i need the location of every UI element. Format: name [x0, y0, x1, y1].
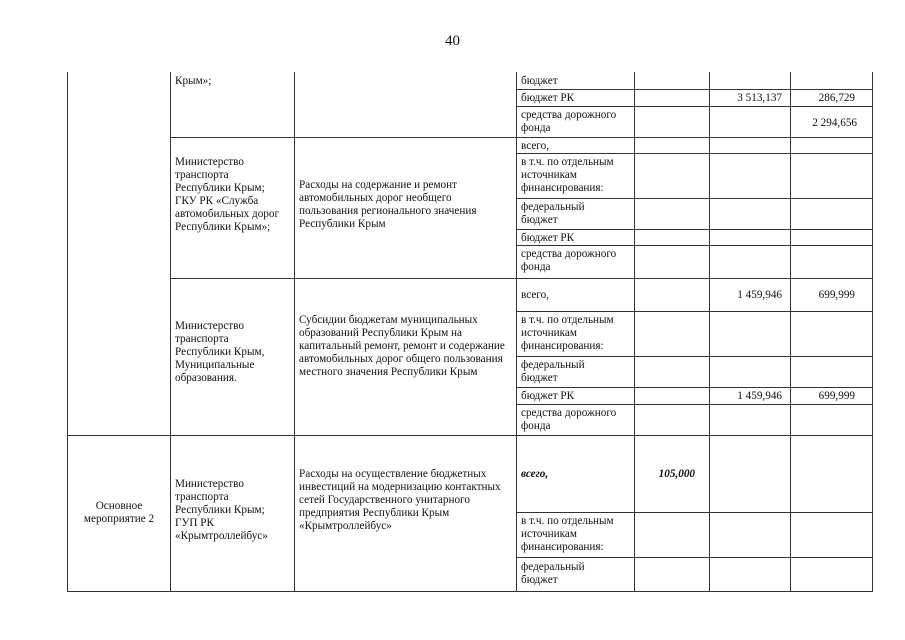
source-label: федеральный бюджет — [521, 561, 585, 586]
description-cell: Расходы на содержание и ремонт автомобильных дорог необщего пользования регионального значения Республики Крым — [299, 179, 477, 230]
row-divider — [516, 404, 873, 405]
source-label: бюджет РК — [521, 232, 575, 244]
executor-cell: Министерство транспорта Республики Крым, Муниципальные образования. — [175, 320, 265, 384]
row-divider — [516, 106, 873, 107]
row-divider — [516, 153, 873, 154]
value-cell: 3 513,137 — [737, 92, 782, 104]
row-divider — [516, 245, 873, 246]
block-divider — [170, 278, 873, 279]
value-cell: 1 459,946 — [737, 390, 782, 402]
table-border-right — [872, 72, 873, 592]
executor-cell: Крым»; — [175, 75, 212, 87]
block-divider — [67, 435, 873, 436]
source-label: бюджет РК — [521, 92, 575, 104]
row-divider — [516, 198, 873, 199]
col-divider — [709, 72, 710, 592]
value-cell: 105,000 — [658, 468, 695, 480]
table-border-bottom — [67, 591, 873, 592]
row-divider — [516, 512, 873, 513]
source-label: всего, — [521, 289, 549, 301]
col-divider — [634, 72, 635, 592]
executor-cell: Министерство транспорта Республики Крым; ГУП РК «Крымтроллейбус» — [175, 478, 268, 542]
col-divider — [790, 72, 791, 592]
table-border-left — [67, 72, 68, 592]
description-cell: Субсидии бюджетам муниципальных образований Республики Крым на капитальный ремонт, ремонт и содержание автомобильных дорог общего пользования местного значения Республики Крым — [299, 314, 505, 378]
row-divider — [516, 356, 873, 357]
row-divider — [516, 89, 873, 90]
row-divider — [516, 557, 873, 558]
value-cell: 1 459,946 — [737, 289, 782, 301]
source-label: в т.ч. по отдельным источникам финансирования: — [521, 515, 614, 553]
source-label: средства дорожного фонда — [521, 109, 617, 134]
col-divider — [294, 72, 295, 592]
source-label: всего, — [521, 140, 549, 152]
value-cell: 699,999 — [818, 289, 855, 301]
block-divider — [170, 137, 873, 138]
source-label: в т.ч. по отдельным источникам финансирования: — [521, 156, 614, 194]
page-number: 40 — [445, 33, 460, 49]
source-label: в т.ч. по отдельным источникам финансирования: — [521, 314, 614, 352]
value-cell: 699,999 — [818, 390, 855, 402]
row-divider — [516, 311, 873, 312]
source-label: федеральный бюджет — [521, 201, 585, 226]
source-label: средства дорожного фонда — [521, 248, 617, 273]
source-label: федеральный бюджет — [521, 359, 585, 384]
value-cell: 286,729 — [818, 92, 855, 104]
value-cell: 2 294,656 — [812, 117, 857, 129]
executor-cell: Министерство транспорта Республики Крым; ГКУ РК «Служба автомобильных дорог Республики Крым»; — [175, 156, 280, 233]
row-divider — [516, 387, 873, 388]
col-divider — [170, 72, 171, 592]
description-cell: Расходы на осуществление бюджетных инвестиций на модернизацию контактных сетей Государственного унитарного предприятия Республики Крым «Крымтроллейбус» — [299, 468, 501, 532]
activity-cell: Основное мероприятие 2 — [83, 500, 155, 525]
source-label: средства дорожного фонда — [521, 407, 617, 432]
source-label: всего, — [521, 468, 549, 480]
source-label: бюджет — [521, 75, 558, 87]
col-divider — [516, 72, 517, 592]
row-divider — [516, 229, 873, 230]
source-label: бюджет РК — [521, 390, 575, 402]
